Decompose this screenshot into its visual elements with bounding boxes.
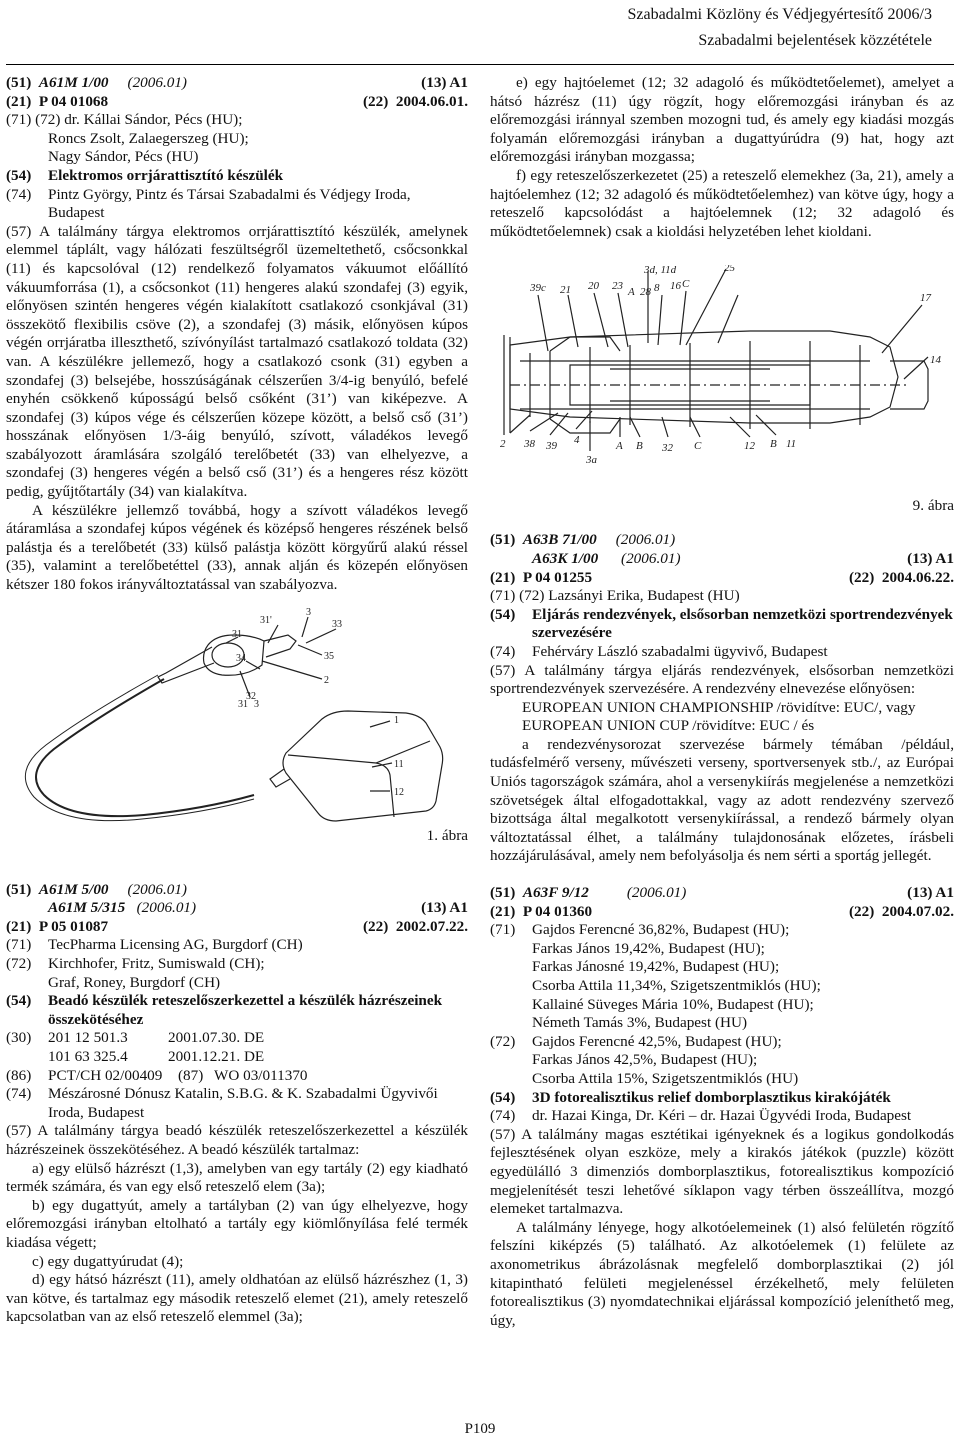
fig9-label: C bbox=[694, 440, 702, 453]
app-code-label: (21) bbox=[490, 902, 516, 920]
agent-code-label: (74) bbox=[490, 642, 516, 660]
ipc-class: A61M 5/315 bbox=[48, 899, 126, 917]
wo-number: WO 03/011370 bbox=[214, 1066, 308, 1084]
fig9-label: 11 bbox=[786, 438, 797, 451]
page-number: P109 bbox=[464, 1421, 496, 1437]
ipc-version: (2006.01) bbox=[621, 549, 681, 567]
journal-title: Szabadalmi Közlöny és Védjegyértesítő 2006/3 bbox=[627, 6, 932, 23]
pct-code-label: (86) bbox=[6, 1066, 32, 1084]
kind-code: (13) A1 bbox=[421, 899, 468, 917]
fig9-label: 3a bbox=[586, 454, 597, 467]
applicant-code-label: (71) bbox=[490, 921, 516, 939]
priority-code-label: (30) bbox=[6, 1029, 32, 1047]
abstract-text: (57) A találmány tárgya beadó készülék reteszelőszerkezettel a készülék házrészeinek összekötéséhez. A beadó készülék tartalmaz: bbox=[6, 1122, 468, 1158]
ipc-version: (2006.01) bbox=[136, 899, 197, 917]
patent-title: Eljárás rendezvények, elsősorban nemzetközi sportrendezvények szervezésére bbox=[532, 605, 953, 642]
fig1-label: 2 bbox=[324, 674, 329, 686]
patent-title: Elektromos orrjárattisztító készülék bbox=[48, 166, 284, 184]
application-number: P 04 01255 bbox=[522, 568, 593, 586]
figure-9-injector bbox=[490, 265, 954, 515]
agent-name: Mészárosné Dónusz Katalin, S.B.G. & K. Szabadalmi Ügyvivői bbox=[48, 1085, 438, 1103]
fig9-label: 3d, 11d bbox=[644, 265, 677, 277]
entry-a63f-9-12 bbox=[490, 884, 954, 1330]
filing-date: 2004.06.01. bbox=[395, 92, 468, 110]
fig9-label: 2 bbox=[500, 438, 506, 451]
pct-number: PCT/CH 02/00409 bbox=[48, 1066, 163, 1084]
fig9-label: C bbox=[682, 278, 690, 291]
inventor-line: Farkas János 42,5%, Budapest (HU); bbox=[532, 1051, 758, 1069]
fig9-label: 28 bbox=[640, 286, 651, 299]
date-code-label: (22) bbox=[362, 917, 389, 935]
fig9-label: 14 bbox=[930, 354, 941, 367]
fig1-label: 31' bbox=[260, 614, 272, 626]
fig9-label: 38 bbox=[524, 438, 535, 451]
abstract-text-continued: A készülékre jellemző továbbá, hogy a szívott váladékos levegő átáramlása a szondafej kúpos végének és középső hengeres részének belső palástja és a terelőbetét (33) külső palástja között körgyűrű alakú réssel (35), valamint a terelőbetéttel (33), annak alján és közepén előnyösen kétszer 180 fokos irányváltoztatással van szabályozva. bbox=[6, 501, 468, 594]
abstract-item: d) egy hátsó házrészt (11), amely oldhatóan az elülső házrészhez (1, 3) van kötve, és tartalmaz egy második reteszelő elemet (21), amely reteszelő kapcsolatban van az első reteszelő elemmel (3a); bbox=[6, 1271, 468, 1326]
date-code-label: (22) bbox=[848, 568, 875, 586]
priority-date: 2001.12.21. DE bbox=[168, 1047, 265, 1065]
agent-name: Fehérváry László szabadalmi ügyvivő, Budapest bbox=[532, 642, 828, 660]
agent-code-label: (74) bbox=[6, 185, 32, 203]
right-column bbox=[490, 74, 954, 1330]
fig9-label: B bbox=[770, 438, 777, 451]
fig9-label: 16 bbox=[670, 280, 681, 293]
abstract-text: (57) A találmány tárgya elektromos orrjárattisztító készülék, amelynek elemmel táplált, vagy hálózati feszültségről üzemeltethető, csőcsonkkal (11) és kapcsolóval (12) rendelkező folyamatos vákuumot előállító vákuumforrása (1), a csőcsonkot (11) hengeres alakú szondafej (3) egyik, előnyösen szintén hengeres végén kialakított csatlakozó csonkjával (31) összekötő flexibilis csöve (2), a szondafej (3) másik, előnyösen kúpos végén orrjáratba illeszthető, szívónyílást tartalmazó csatlakozó toldata (32) van. A készülékre jellemező, hogy a csatlakozó csonk (31) egyben a szondafej (3) belsejébe, hosszúságának célszerűen 3/4-ig benyúló, befelé enyhén csökkenő kúposságú belső csőként (31’) van kiképezve. A szondafej (3) kúpos vége és célszerűen közepe között, a belső cső (31’) hosszának előnyösen 1/3-áig benyúló, szívott, váladékos levegő szabályozott áramlására szolgáló terelőbetét (33) van elhelyezve, a szondafej (3) hengeres végén a belső cső (31’) és a hengeres rész között pedig, gyűjtőtartály (34) van kialakítva. bbox=[6, 222, 468, 501]
figure-9-caption: 9. ábra bbox=[912, 497, 954, 515]
filing-date: 2002.07.22. bbox=[395, 917, 468, 935]
fig9-label: 17 bbox=[920, 292, 931, 305]
ipc-code-label: (51) bbox=[6, 74, 32, 91]
fig9-label: 39 bbox=[546, 440, 557, 453]
applicant-line: Gajdos Ferencné 36,82%, Budapest (HU); bbox=[532, 921, 790, 939]
header-rule bbox=[6, 64, 954, 65]
abstract-text: (57) A találmány tárgya eljárás rendezvények, elsősorban nemzetközi sportrendezvények szervezésére. A rendezvény elnevezése előnyösen: bbox=[490, 661, 954, 698]
figure-9-drawing bbox=[490, 265, 954, 485]
filing-date: 2004.06.22. bbox=[881, 568, 954, 586]
date-code-label: (22) bbox=[362, 92, 389, 110]
event-name: EUROPEAN UNION CUP /rövidítve: EUC / és bbox=[522, 717, 815, 735]
wo-code-label: (87) bbox=[178, 1066, 204, 1084]
app-code-label: (21) bbox=[6, 917, 32, 935]
fig9-label: 20 bbox=[588, 280, 599, 293]
applicant-line: Németh Tamás 3%, Budapest (HU) bbox=[532, 1014, 748, 1032]
ipc-class: A61M 1/00 bbox=[38, 74, 109, 91]
fig9-label: 8 bbox=[654, 282, 660, 295]
abstract-text: (57) A találmány magas esztétikai igényeknek és a logikus gondolkodás fejlesztésének olyan eszköze, mely a kirakós játékok (puzzle) között egyedülálló 3 dimenziós domborplasztikus, fotorealisztikus kompozíció megjelenítését teszi lehetővé síklapon vagy térben összeállítva, mozgó elemeket tartalmazva. bbox=[490, 1125, 954, 1218]
priority-number: 101 63 325.4 bbox=[48, 1047, 128, 1065]
inventor-line: Kirchhofer, Fritz, Sumiswald (CH); bbox=[48, 955, 265, 972]
figure-1-vacuum-device bbox=[6, 603, 468, 871]
fig9-label: B bbox=[636, 440, 643, 453]
ipc-version: (2006.01) bbox=[615, 531, 676, 549]
fig1-label: 35 bbox=[324, 650, 334, 662]
fig9-label: 25 bbox=[724, 265, 735, 275]
agent-name: dr. Hazai Kinga, Dr. Kéri – dr. Hazai Ügyvédi Iroda, Budapest bbox=[532, 1107, 912, 1125]
fig9-label: 39c bbox=[530, 282, 546, 295]
inventor-line: dr. Kállai Sándor, Pécs (HU); bbox=[64, 111, 243, 129]
application-number: P 04 01360 bbox=[522, 902, 593, 920]
inventor-line: Roncs Zsolt, Zalaegerszeg (HU); bbox=[48, 129, 249, 147]
ipc-version: (2006.01) bbox=[127, 880, 187, 898]
inventor-code-label: (71) (72) bbox=[490, 587, 545, 605]
applicant-line: Farkas Jánosné 19,42%, Budapest (HU); bbox=[532, 958, 780, 976]
ipc-code-label: (51) bbox=[490, 531, 516, 549]
title-code-label: (54) bbox=[490, 1088, 516, 1106]
inventor-line: Csorba Attila 15%, Szigetszentmiklós (HU) bbox=[532, 1069, 799, 1087]
figure-1-drawing bbox=[6, 603, 468, 871]
fig9-label: A bbox=[628, 286, 635, 299]
kind-code: (13) A1 bbox=[907, 884, 954, 902]
applicant-line: Farkas János 19,42%, Budapest (HU); bbox=[532, 939, 765, 957]
date-code-label: (22) bbox=[848, 902, 875, 920]
patent-title: 3D fotorealisztikus relief domborplasztikus kirakójáték bbox=[532, 1088, 891, 1106]
agent-code-label: (74) bbox=[490, 1107, 516, 1125]
fig9-label: A bbox=[616, 440, 623, 453]
inventor-line: Graf, Roney, Burgdorf (CH) bbox=[48, 973, 221, 991]
inventor-line: Nagy Sándor, Pécs (HU) bbox=[48, 148, 199, 166]
inventor-code-label: (72) bbox=[6, 955, 32, 972]
fig1-label: 3 bbox=[306, 606, 311, 618]
fig1-label: 32 bbox=[246, 690, 256, 702]
fig9-label: 23 bbox=[612, 280, 623, 293]
fig1-label: 3 bbox=[254, 698, 259, 710]
ipc-class: A63K 1/00 bbox=[532, 549, 599, 567]
inventor-code-label: (71) (72) bbox=[6, 111, 61, 129]
entry-a61m-5-00 bbox=[6, 881, 468, 1327]
fig1-label: 34 bbox=[236, 652, 246, 664]
title-code-label: (54) bbox=[490, 605, 516, 623]
ipc-code-label: (51) bbox=[6, 880, 32, 898]
abstract-item: a) egy elülső házrészt (1,3), amelyben van egy tartály (2) egy kiadható termék számára, és van egy első reteszelő elem (3a); bbox=[6, 1159, 468, 1196]
fig1-label: 31 bbox=[232, 628, 242, 640]
inventor-line: Lazsányi Erika, Budapest (HU) bbox=[548, 587, 740, 605]
fig1-label: 31 bbox=[238, 698, 248, 710]
ipc-class: A61M 5/00 bbox=[38, 880, 109, 898]
applicant-line: Csorba Attila 11,34%, Szigetszentmiklós (HU); bbox=[532, 977, 821, 994]
abstract-item: c) egy dugattyúrudat (4); bbox=[32, 1252, 184, 1270]
applicant-name: TecPharma Licensing AG, Burgdorf (CH) bbox=[48, 936, 303, 954]
patent-title: Beadó készülék reteszelőszerkezettel a készülék házrészeinek összekötéséhez bbox=[48, 992, 443, 1028]
agent-city: Budapest bbox=[48, 204, 105, 222]
abstract-item: e) egy hajtóelemet (12; 32 adagoló és működtetőelemet), amelyet a hátsó házrész (11) úgy rögzít, hogy előremozgási irányban és az előremozgási iránnyal szemben mozogni tud, és amely egy kiadási mozgás folyamán előremozgási irányban a dugattyúrúdra (9) hat, hogy azt előremozgási irányban mozgassa; bbox=[490, 74, 954, 166]
application-number: P 05 01087 bbox=[38, 917, 109, 935]
agent-code-label: (74) bbox=[6, 1085, 32, 1103]
agent-name: Pintz György, Pintz és Társai Szabadalmi és Védjegy Iroda, bbox=[48, 185, 411, 203]
fig9-label: 4 bbox=[574, 434, 580, 447]
kind-code: (13) A1 bbox=[421, 74, 468, 91]
priority-number: 201 12 501.3 bbox=[48, 1029, 128, 1047]
fig9-label: 12 bbox=[744, 440, 755, 453]
fig9-label: 21 bbox=[560, 284, 571, 297]
app-code-label: (21) bbox=[6, 92, 32, 110]
applicant-line: Kallainé Süveges Mária 10%, Budapest (HU); bbox=[532, 995, 814, 1013]
fig1-label: 33 bbox=[332, 618, 342, 630]
abstract-item: b) egy dugattyút, amely a tartályban (2) van úgy elhelyezve, hogy előremozgási irányban eltolható a tartály egy kiömlőnyílása felé termék kiadása végett; bbox=[6, 1196, 468, 1251]
title-code-label: (54) bbox=[6, 992, 32, 1010]
app-code-label: (21) bbox=[490, 568, 516, 586]
agent-city: Iroda, Budapest bbox=[48, 1103, 145, 1121]
section-title: Szabadalmi bejelentések közzététele bbox=[698, 32, 932, 49]
priority-date: 2001.07.30. DE bbox=[168, 1029, 265, 1047]
event-name: EUROPEAN UNION CHAMPIONSHIP /rövidítve: EUC/, vagy bbox=[522, 698, 916, 716]
ipc-code-label: (51) bbox=[490, 884, 516, 902]
ipc-version: (2006.01) bbox=[626, 884, 687, 902]
abstract-text-continued: A találmány lényege, hogy alkotóelemeinek (1) alsó felületén rögzítő felszíni kiképzés (5) található. Az alkotóelemek (1) felülete az axonometrikus ábrázolásnak megfelelő domborplasztikai (2) jól kitapintható felületi megjelenéssel érzékelhető, mely felületen fotorealisztikus (3) nyomdatechnikai eljárással kompozíció jeleníthető meg, úgy, bbox=[490, 1218, 954, 1329]
entry-a63b-71-00 bbox=[490, 531, 954, 866]
ipc-class: A63F 9/12 bbox=[522, 884, 589, 902]
entry-a61m-1-00 bbox=[6, 74, 468, 871]
fig9-label: 32 bbox=[662, 442, 673, 455]
abstract-text-continued: a rendezvénysorozat szervezése bármely témában /például, tudásfelmérő verseny, művészeti verseny, sportversenyek stb./, az Európai Uniós tagországok számára, ahol a versenykiírás megjelenése a nemzetközi szövetségek által elfogadottakkal, vagy az adott rendezvény szervező bizottsága által megalkotott versenykiírással, a rendező bármely olyan változtatással élhet, a találmány tulajdonosának előzetes, írásbeli hozzájárulásával, amely nem befolyásolja és nem sérti a sportág jellegét. bbox=[490, 735, 954, 865]
ipc-class: A63B 71/00 bbox=[522, 531, 597, 549]
filing-date: 2004.07.02. bbox=[881, 902, 954, 920]
ipc-version: (2006.01) bbox=[127, 74, 187, 91]
fig1-label: 12 bbox=[394, 786, 404, 798]
inventor-code-label: (72) bbox=[490, 1032, 516, 1050]
figure-1-caption: 1. ábra bbox=[426, 826, 468, 844]
application-number: P 04 01068 bbox=[38, 92, 109, 110]
applicant-code-label: (71) bbox=[6, 936, 32, 954]
fig1-label: 1 bbox=[394, 714, 399, 726]
abstract-item: f) egy reteszelőszerkezetet (25) a reteszelő elemekhez (3a, 21), amely a hajtóelemhez (12; 32 adagoló és működtetőelemhez) van kötve úgy, hogy a reteszelő kapcsolódást a hajtóelemnek (12; 32 adagoló és működtetőelemnek) csak a kioldási helyzetében lehet kioldani. bbox=[490, 166, 954, 240]
kind-code: (13) A1 bbox=[907, 549, 954, 567]
inventor-line: Gajdos Ferencné 42,5%, Budapest (HU); bbox=[532, 1032, 782, 1050]
title-code-label: (54) bbox=[6, 166, 32, 184]
fig1-label: 11 bbox=[394, 758, 404, 770]
left-column bbox=[6, 74, 468, 1327]
